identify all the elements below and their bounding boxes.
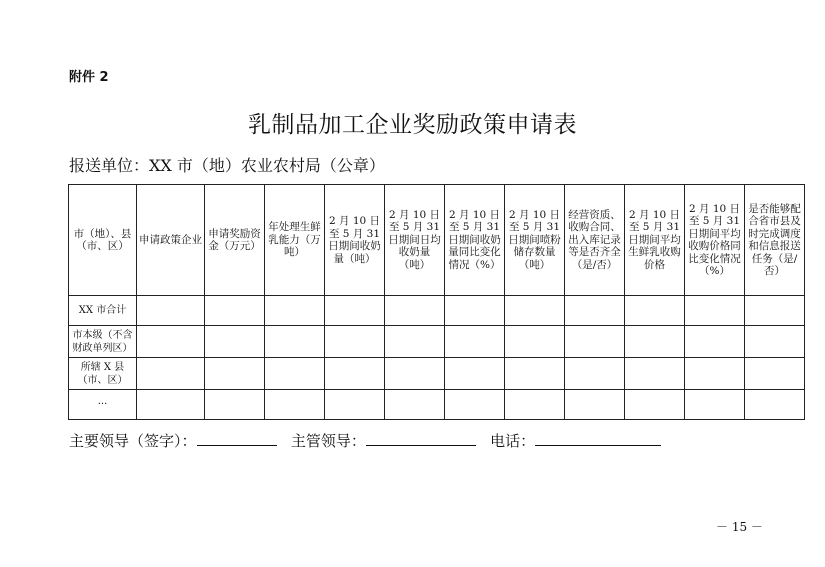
data-cell[interactable] xyxy=(565,326,625,358)
data-cell[interactable] xyxy=(325,326,385,358)
header-cell: 是否能够配合省市县及时完成调度和信息报送任务（是/否） xyxy=(745,185,805,296)
leader-signature-label: 主要领导（签字）： xyxy=(69,432,197,450)
header-cell: 2 月 10 日至 5 月 31 日期间喷粉储存数量（吨） xyxy=(505,185,565,296)
data-cell[interactable] xyxy=(445,296,505,326)
data-cell[interactable] xyxy=(137,358,205,390)
data-cell[interactable] xyxy=(565,358,625,390)
header-cell: 2 月 10 日至 5 月 31 日期间收奶量同比变化情况（%） xyxy=(445,185,505,296)
leader-signature-field[interactable] xyxy=(197,431,277,446)
table-header-row xyxy=(69,185,805,296)
data-cell[interactable] xyxy=(325,358,385,390)
table-row xyxy=(69,296,805,326)
data-cell[interactable] xyxy=(745,358,805,390)
page-title: 乳制品加工企业奖励政策申请表 xyxy=(248,112,577,138)
table-row xyxy=(69,358,805,390)
header-cell: 2 月 10 日至 5 月 31 日期间日均收奶量（吨） xyxy=(385,185,445,296)
data-cell[interactable] xyxy=(745,390,805,420)
phone-label: 电话： xyxy=(490,432,536,450)
data-cell[interactable] xyxy=(565,296,625,326)
data-cell[interactable] xyxy=(505,390,565,420)
data-cell[interactable] xyxy=(385,326,445,358)
data-cell[interactable] xyxy=(137,326,205,358)
data-cell[interactable] xyxy=(445,326,505,358)
data-cell[interactable] xyxy=(685,326,745,358)
data-cell[interactable] xyxy=(625,326,685,358)
data-cell[interactable] xyxy=(205,296,265,326)
data-cell[interactable] xyxy=(565,390,625,420)
data-cell[interactable] xyxy=(445,358,505,390)
table-row xyxy=(69,326,805,358)
data-cell[interactable] xyxy=(385,296,445,326)
data-cell[interactable] xyxy=(385,390,445,420)
data-cell[interactable] xyxy=(745,326,805,358)
table-row xyxy=(69,390,805,420)
header-cell: 年处理生鲜乳能力（万吨） xyxy=(265,185,325,296)
data-cell[interactable] xyxy=(745,296,805,326)
row-label: XX 市合计 xyxy=(69,296,137,326)
data-cell[interactable] xyxy=(325,390,385,420)
attachment-label: 附件 2 xyxy=(69,70,109,85)
header-cell: 经营资质、收购合同、出入库记录等是否齐全（是/否） xyxy=(565,185,625,296)
supervisor-label: 主管领导： xyxy=(290,432,366,450)
data-cell[interactable] xyxy=(505,358,565,390)
row-label: 所辖 X 县（市、区） xyxy=(69,358,137,390)
data-cell[interactable] xyxy=(137,390,205,420)
data-cell[interactable] xyxy=(685,296,745,326)
data-cell[interactable] xyxy=(265,358,325,390)
application-table xyxy=(68,184,805,420)
data-cell[interactable] xyxy=(685,358,745,390)
data-cell[interactable] xyxy=(137,296,205,326)
header-cell: 申请奖励资金（万元） xyxy=(205,185,265,296)
data-cell[interactable] xyxy=(505,326,565,358)
data-cell[interactable] xyxy=(685,390,745,420)
page-number: － 15 － xyxy=(716,520,763,534)
header-cell: 2 月 10 日至 5 月 31 日期间收奶量（吨） xyxy=(325,185,385,296)
header-cell: 2 月 10 日至 5 月 31 日期间平均收购价格同比变化情况（%） xyxy=(685,185,745,296)
reporting-unit: 报送单位：XX 市（地）农业农村局（公章） xyxy=(69,156,385,175)
data-cell[interactable] xyxy=(385,358,445,390)
data-cell[interactable] xyxy=(205,358,265,390)
data-cell[interactable] xyxy=(265,296,325,326)
data-cell[interactable] xyxy=(445,390,505,420)
header-cell: 2 月 10 日至 5 月 31 日期间平均生鲜乳收购价格 xyxy=(625,185,685,296)
data-cell[interactable] xyxy=(625,390,685,420)
header-cell: 市（地）、县（市、区） xyxy=(69,185,137,296)
data-cell[interactable] xyxy=(325,296,385,326)
data-cell[interactable] xyxy=(625,296,685,326)
data-cell[interactable] xyxy=(265,326,325,358)
phone-field[interactable] xyxy=(535,431,661,446)
header-cell: 申请政策企业 xyxy=(137,185,205,296)
data-cell[interactable] xyxy=(625,358,685,390)
data-cell[interactable] xyxy=(505,296,565,326)
data-cell[interactable] xyxy=(205,326,265,358)
data-cell[interactable] xyxy=(205,390,265,420)
row-label: ··· xyxy=(69,390,137,420)
supervisor-field[interactable] xyxy=(366,431,476,446)
data-cell[interactable] xyxy=(265,390,325,420)
row-label: 市本级（不含财政单列区） xyxy=(69,326,137,358)
signature-line xyxy=(69,430,661,451)
